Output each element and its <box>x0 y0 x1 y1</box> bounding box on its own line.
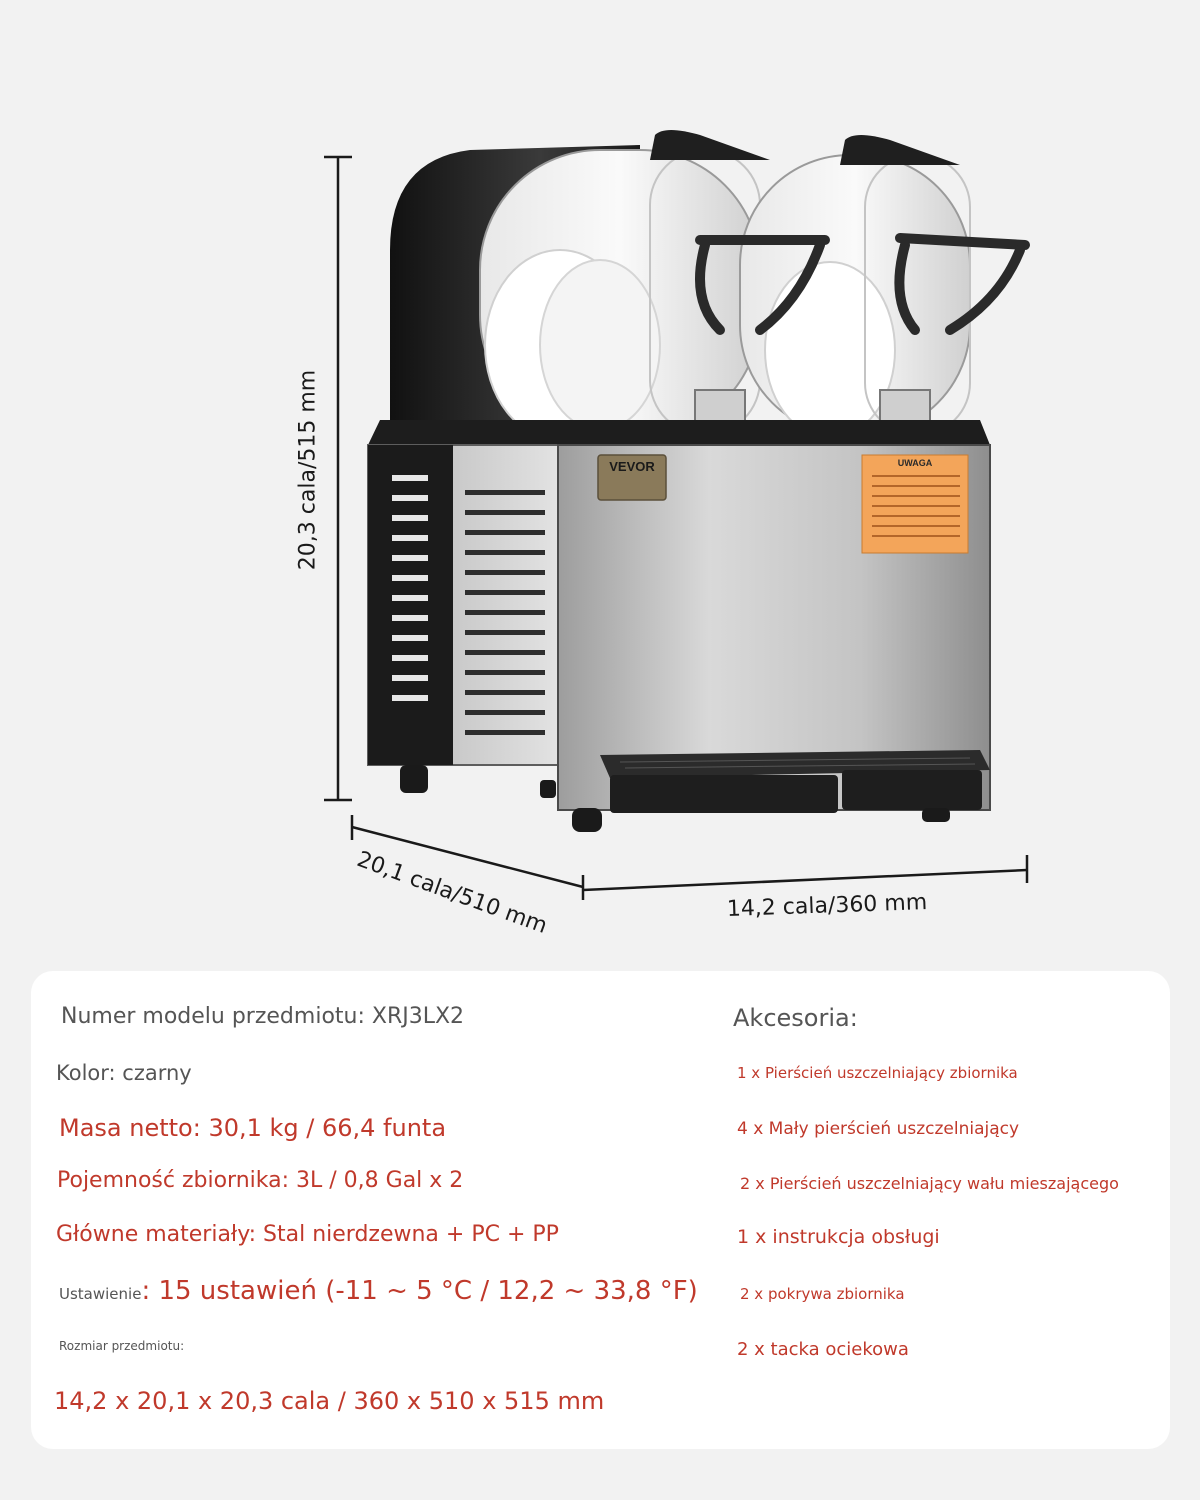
model-number-label: Numer modelu przedmiotu: <box>61 1004 365 1029</box>
accessory-item: 2 x pokrywa zbiornika <box>740 1285 905 1303</box>
model-number <box>61 1004 464 1029</box>
capacity-spec: Pojemność zbiornika: 3L / 0,8 Gal x 2 <box>57 1168 464 1193</box>
spec-card <box>31 971 1170 1449</box>
setting-label: Ustawienie <box>59 1285 142 1303</box>
side-panel <box>368 445 558 765</box>
accessory-item: 2 x tacka ociekowa <box>737 1339 909 1360</box>
accessory-item: 4 x Mały pierścień uszczelniający <box>737 1119 1020 1139</box>
color-spec: Kolor: czarny <box>56 1061 192 1085</box>
size-label: Rozmiar przedmiotu: <box>59 1339 185 1353</box>
height-dimension-label: 20,3 cala/515 mm <box>295 369 321 571</box>
height-dimension-line <box>324 157 352 800</box>
net-weight-spec: Masa netto: 30,1 kg / 66,4 funta <box>59 1114 447 1142</box>
warning-label <box>862 455 968 553</box>
accessory-item: 2 x Pierścień uszczelniający wału mieszającego <box>740 1174 1119 1193</box>
brand-text: VEVOR <box>609 459 655 474</box>
drip-trays <box>600 750 990 813</box>
right-tank <box>740 155 970 438</box>
width-dimension-label: 14,2 cala/360 mm <box>726 890 928 922</box>
size-value: 14,2 x 20,1 x 20,3 cala / 360 x 510 x 515 mm <box>54 1387 605 1415</box>
model-number-value: XRJ3LX2 <box>364 1004 465 1029</box>
warning-label-title: UWAGA <box>897 458 933 468</box>
setting-spec <box>59 1276 698 1306</box>
depth-dimension-label: 20,1 cala/510 mm <box>353 846 551 940</box>
accessory-item: 1 x Pierścień uszczelniający zbiornika <box>737 1064 1018 1082</box>
materials-spec: Główne materiały: Stal nierdzewna + PC + PP <box>56 1222 559 1247</box>
accessories-title: Akcesoria: <box>733 1004 858 1032</box>
setting-value: : 15 ustawień (-11 ~ 5 °C / 12,2 ~ 33,8 °F) <box>141 1276 698 1306</box>
width-dimension-line <box>583 855 1027 890</box>
accessory-item: 1 x instrukcja obsługi <box>737 1226 940 1248</box>
